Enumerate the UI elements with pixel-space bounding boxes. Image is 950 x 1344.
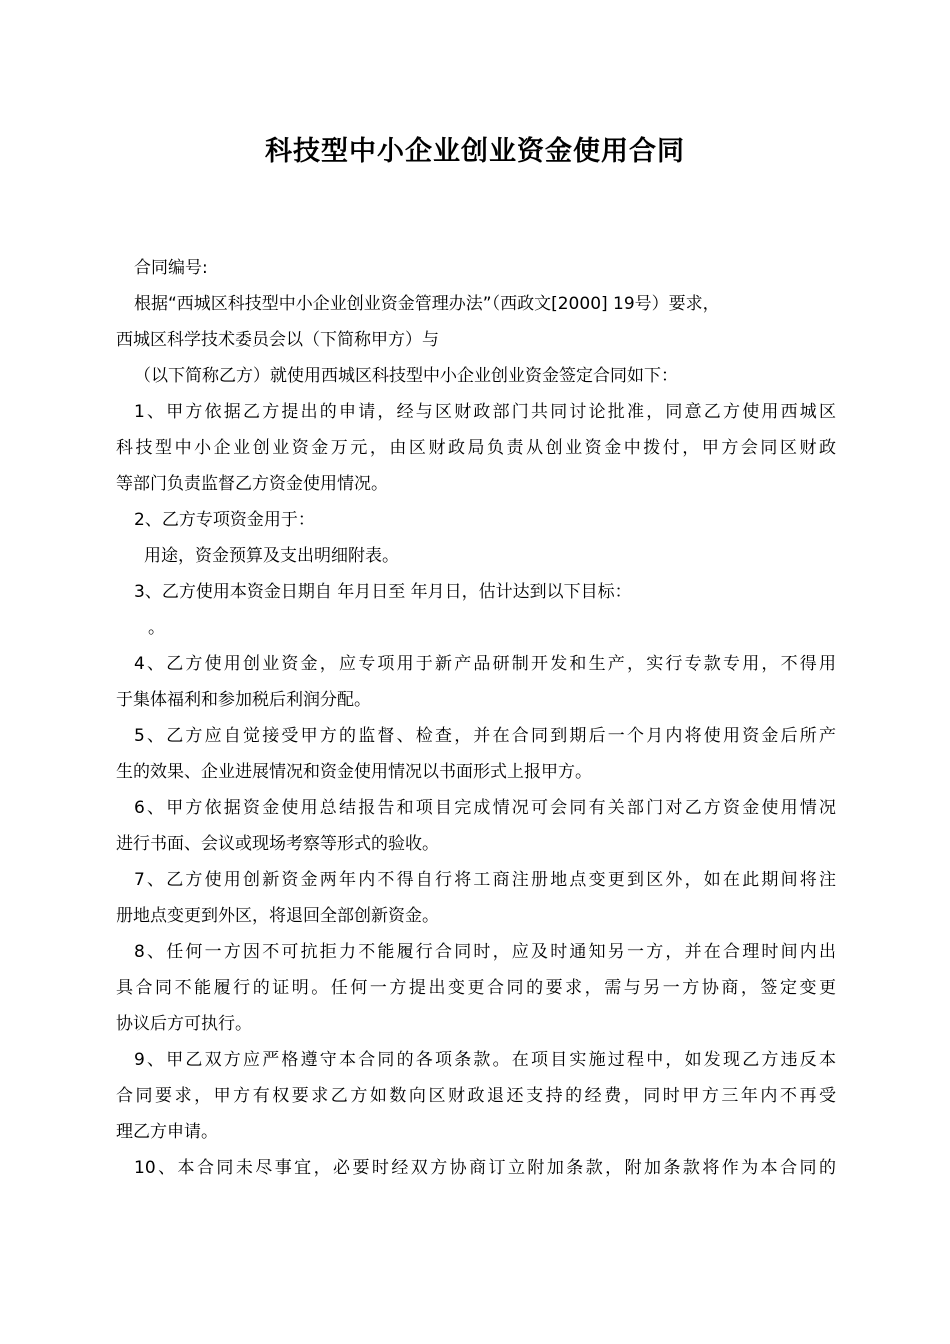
- clause-10-line: 10、本合同未尽事宜，必要时经双方协商订立附加条款，附加条款将作为本合同的: [134, 1158, 836, 1178]
- clause-7-line: 7、乙方使用创新资金两年内不得自行将工商注册地点变更到区外，如在此期间将注: [134, 870, 836, 890]
- clause-2-line: 用途，资金预算及支出明细附表。: [144, 546, 399, 566]
- clause-3-line: 。: [148, 618, 165, 638]
- document-title: 科技型中小企业创业资金使用合同: [265, 136, 685, 167]
- clause-7-line: 册地点变更到外区，将退回全部创新资金。: [116, 906, 439, 926]
- clause-5-line: 5、乙方应自觉接受甲方的监督、检查，并在合同到期后一个月内将使用资金后所产: [134, 726, 836, 746]
- clause-2-line: 2、乙方专项资金用于：: [134, 510, 315, 530]
- clause-5-line: 生的效果、企业进展情况和资金使用情况以书面形式上报甲方。: [116, 762, 592, 782]
- clause-8-line: 8、任何一方因不可抗拒力不能履行合同时，应及时通知另一方，并在合理时间内出: [134, 942, 836, 962]
- clause-9-line: 9、甲乙双方应严格遵守本合同的各项条款。在项目实施过程中，如发现乙方违反本: [134, 1050, 836, 1070]
- clause-9-line: 理乙方申请。: [116, 1122, 218, 1142]
- document-body: [116, 250, 836, 1186]
- clause-4-line: 于集体福利和参加税后利润分配。: [116, 690, 371, 710]
- clause-1-line: 科技型中小企业创业资金万元，由区财政局负责从创业资金中拨付，甲方会同区财政: [116, 438, 836, 458]
- paragraph-line: 西城区科学技术委员会以（下简称甲方）与: [116, 330, 439, 350]
- clause-1-line: 1、甲方依据乙方提出的申请，经与区财政部门共同讨论批准，同意乙方使用西城区: [134, 402, 836, 422]
- clause-8-line: 协议后方可执行。: [116, 1014, 252, 1034]
- clause-9-line: 合同要求，甲方有权要求乙方如数向区财政退还支持的经费，同时甲方三年内不再受: [116, 1086, 836, 1106]
- paragraph-line: 根据“西城区科技型中小企业创业资金管理办法”（西政文[2000] 19号）要求，: [134, 294, 720, 314]
- clause-6-line: 进行书面、会议或现场考察等形式的验收。: [116, 834, 439, 854]
- clause-8-line: 具合同不能履行的证明。任何一方提出变更合同的要求，需与另一方协商，签定变更: [116, 978, 836, 998]
- contract-number-label: 合同编号:: [134, 258, 208, 278]
- clause-1-line: 等部门负责监督乙方资金使用情况。: [116, 474, 388, 494]
- clause-6-line: 6、甲方依据资金使用总结报告和项目完成情况可会同有关部门对乙方资金使用情况: [134, 798, 836, 818]
- clause-4-line: 4、乙方使用创业资金，应专项用于新产品研制开发和生产，实行专款专用，不得用: [134, 654, 836, 674]
- paragraph-line: （以下简称乙方）就使用西城区科技型中小企业创业资金签定合同如下：: [134, 366, 678, 386]
- clause-3-line: 3、乙方使用本资金日期自 年月日至 年月日，估计达到以下目标：: [134, 582, 632, 602]
